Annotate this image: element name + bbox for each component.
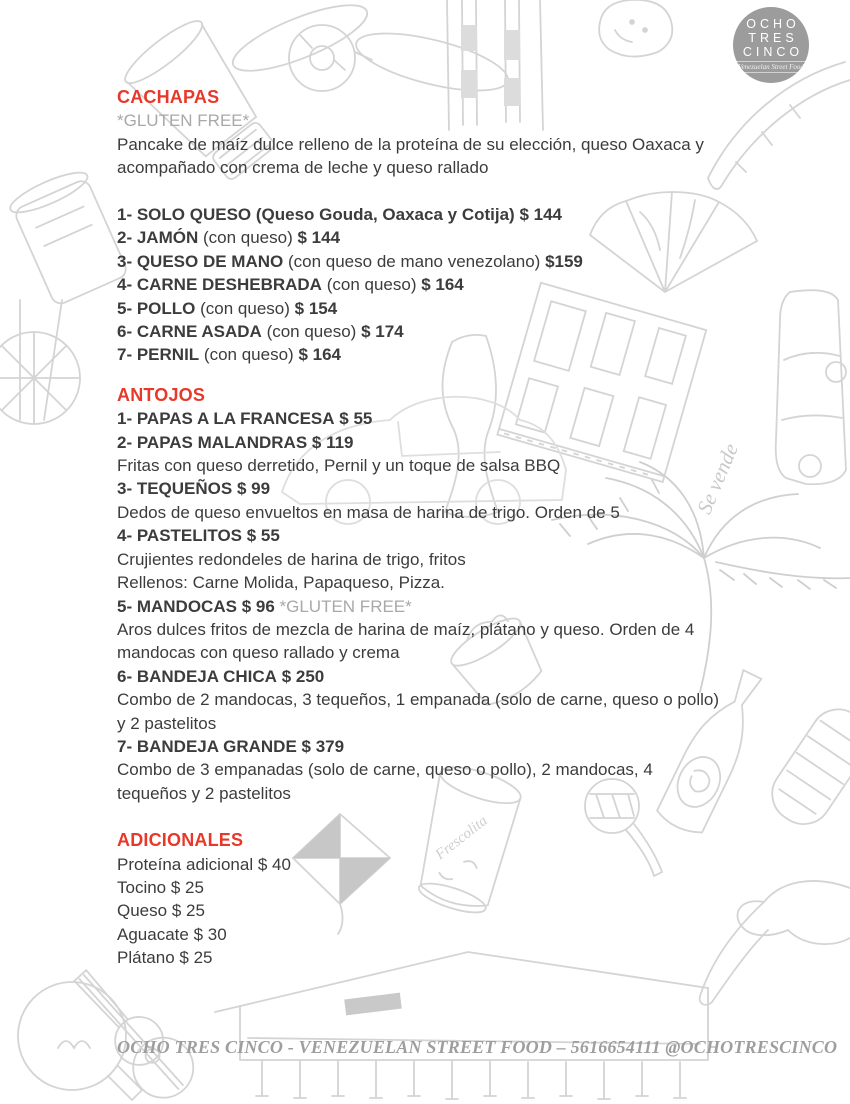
item-price: $ 164 [298, 345, 341, 365]
item-detail: (con queso) [266, 322, 357, 342]
item-price: $ 144 [519, 205, 562, 225]
item-detail: (con queso) [203, 345, 294, 365]
menu-item-line [117, 665, 757, 688]
menu-items [117, 853, 757, 970]
menu-item [117, 735, 757, 805]
item-detail: (con queso) [326, 275, 417, 295]
sketch-corn [761, 699, 850, 835]
item-detail: (con queso) [202, 228, 293, 248]
menu-content [117, 86, 838, 1059]
logo-tagline-script: Venezuelan Street Food [738, 63, 804, 71]
menu-item [117, 853, 757, 876]
menu-item [117, 876, 757, 899]
item-description-line: mandocas con queso rallado y crema [117, 643, 400, 663]
item-price: $ 144 [297, 228, 341, 248]
menu-section-cachapas [117, 86, 757, 367]
se-vende-graffiti: Se vende [692, 439, 744, 518]
gluten-free-note: *GLUTEN FREE* [117, 111, 250, 131]
menu-item [117, 226, 757, 249]
menu-item [117, 273, 757, 296]
menu-item-line [117, 876, 757, 899]
item-name: 4- CARNE DESHEBRADA [117, 275, 322, 295]
item-price: $ 25 [171, 901, 205, 921]
footer-line: OCHO TRES CINCO - VENEZUELAN STREET FOOD – 5616654111 @OCHOTRESCINCO [117, 1036, 838, 1057]
menu-item-line [117, 899, 757, 922]
menu-item [117, 320, 757, 343]
item-description-line: tequeños y 2 pastelitos [117, 783, 291, 803]
logo-word-cinco: CINCO [742, 45, 804, 59]
item-name: Aguacate [117, 924, 189, 944]
section-title: ANTOJOS [117, 384, 206, 405]
menu-item-line [117, 320, 757, 343]
menu-items [117, 407, 757, 805]
sketch-arepa [599, 0, 672, 57]
menu-item-line [117, 524, 757, 547]
item-price: $ 164 [421, 275, 464, 295]
item-name: 3- QUESO DE MANO [117, 251, 284, 271]
item-description-line: Rellenos: Carne Molida, Papaqueso, Pizza. [117, 573, 445, 593]
item-name: 7- BANDEJA GRANDE [117, 736, 297, 756]
item-price: $ 96 [241, 596, 275, 616]
item-description-line: Aros dulces fritos de mezcla de harina de maíz, plátano y queso. Orden de 4 [117, 619, 695, 639]
soda-can-label: Frescolita [432, 812, 491, 864]
item-price: $159 [545, 251, 583, 271]
item-name: 5- MANDOCAS [117, 596, 237, 616]
item-price: $ 174 [361, 322, 404, 342]
item-name: 6- BANDEJA CHICA [117, 666, 277, 686]
item-description-line: y 2 pastelitos [117, 713, 217, 733]
item-name: 6- CARNE ASADA [117, 322, 262, 342]
sketch-lens-circle [289, 25, 355, 91]
item-price: $ 119 [311, 432, 354, 452]
menu-item-line [117, 946, 757, 969]
item-name: 7- PERNIL [117, 345, 200, 365]
menu-item [117, 250, 757, 273]
item-name: Plátano [117, 948, 175, 968]
item-name: 1- SOLO QUESO (Queso Gouda, Oaxaca y Cotija) [117, 205, 515, 225]
menu-item-line [117, 431, 757, 454]
brand-logo [733, 7, 809, 83]
item-description-line: Dedos de queso envueltos en masa de harina de trigo. Orden de 5 [117, 502, 620, 522]
menu-item-line [117, 297, 757, 320]
item-price: $ 379 [301, 736, 345, 756]
menu-item-line [117, 923, 757, 946]
menu-item [117, 899, 757, 922]
item-description-line: Fritas con queso derretido, Pernil y un toque de salsa BBQ [117, 456, 561, 476]
item-name: Proteína adicional [117, 854, 254, 874]
item-description-line: Combo de 2 mandocas, 3 tequeños, 1 empanada (solo de carne, queso o pollo) [117, 690, 720, 710]
item-name: 2- JAMÓN [117, 228, 199, 248]
menu-item-line [117, 595, 757, 618]
item-price: $ 99 [236, 479, 271, 499]
item-price: $ 25 [179, 948, 213, 968]
menu-item [117, 203, 757, 226]
item-price: $ 154 [294, 298, 338, 318]
item-price: $ 250 [281, 666, 325, 686]
item-description-line: Crujientes redondeles de harina de trigo, fritos [117, 549, 466, 569]
menu-item [117, 946, 757, 969]
menu-section-adicionales [117, 829, 757, 969]
menu-item-line [117, 203, 757, 226]
item-name: 3- TEQUEÑOS [117, 479, 233, 499]
menu-item-line [117, 407, 757, 430]
menu-item-line [117, 250, 757, 273]
menu-section-antojos [117, 384, 757, 805]
menu-items [117, 203, 757, 367]
item-price: $ 40 [257, 854, 291, 874]
menu-item [117, 524, 757, 594]
menu-item-line [117, 735, 757, 758]
item-name: Tocino [117, 877, 167, 897]
section-intro-line: Pancake de maíz dulce relleno de la proteína de su elección, queso Oaxaca y [117, 134, 704, 154]
section-title: ADICIONALES [117, 830, 244, 851]
menu-sections [117, 86, 757, 970]
item-price: $ 55 [246, 526, 280, 546]
item-price: $ 25 [170, 877, 204, 897]
menu-item-line [117, 226, 757, 249]
item-detail: (con queso de mano venezolano) [287, 251, 541, 271]
menu-item-line [117, 273, 757, 296]
menu-item [117, 477, 757, 524]
item-name: 2- PAPAS MALANDRAS [117, 432, 308, 452]
item-name: Queso [117, 901, 168, 921]
section-title: CACHAPAS [117, 87, 220, 107]
sketch-grinder [0, 165, 131, 424]
item-name: 4- PASTELITOS [117, 526, 243, 546]
menu-item [117, 595, 757, 665]
logo-word-ocho: OCHO [746, 17, 800, 31]
item-description-line: Combo de 3 empanadas (solo de carne, queso o pollo), 2 mandocas, 4 [117, 760, 653, 780]
item-name: 5- POLLO [117, 298, 196, 318]
item-price: $ 55 [339, 409, 373, 429]
menu-item [117, 407, 757, 430]
sketch-vertical-car [776, 290, 846, 484]
item-name: 1- PAPAS A LA FRANCESA [117, 409, 335, 429]
item-price: $ 30 [193, 924, 227, 944]
logo-word-tres: TRES [748, 31, 798, 45]
item-gluten-note: *GLUTEN FREE* [279, 596, 412, 616]
menu-item [117, 923, 757, 946]
menu-item [117, 665, 757, 735]
menu-item-line [117, 853, 757, 876]
menu-item [117, 297, 757, 320]
item-detail: (con queso) [200, 298, 290, 318]
menu-item [117, 431, 757, 478]
menu-item-line [117, 343, 757, 366]
section-intro-line: acompañado con crema de leche y queso rallado [117, 158, 489, 178]
menu-item [117, 343, 757, 366]
menu-item-line [117, 477, 757, 500]
